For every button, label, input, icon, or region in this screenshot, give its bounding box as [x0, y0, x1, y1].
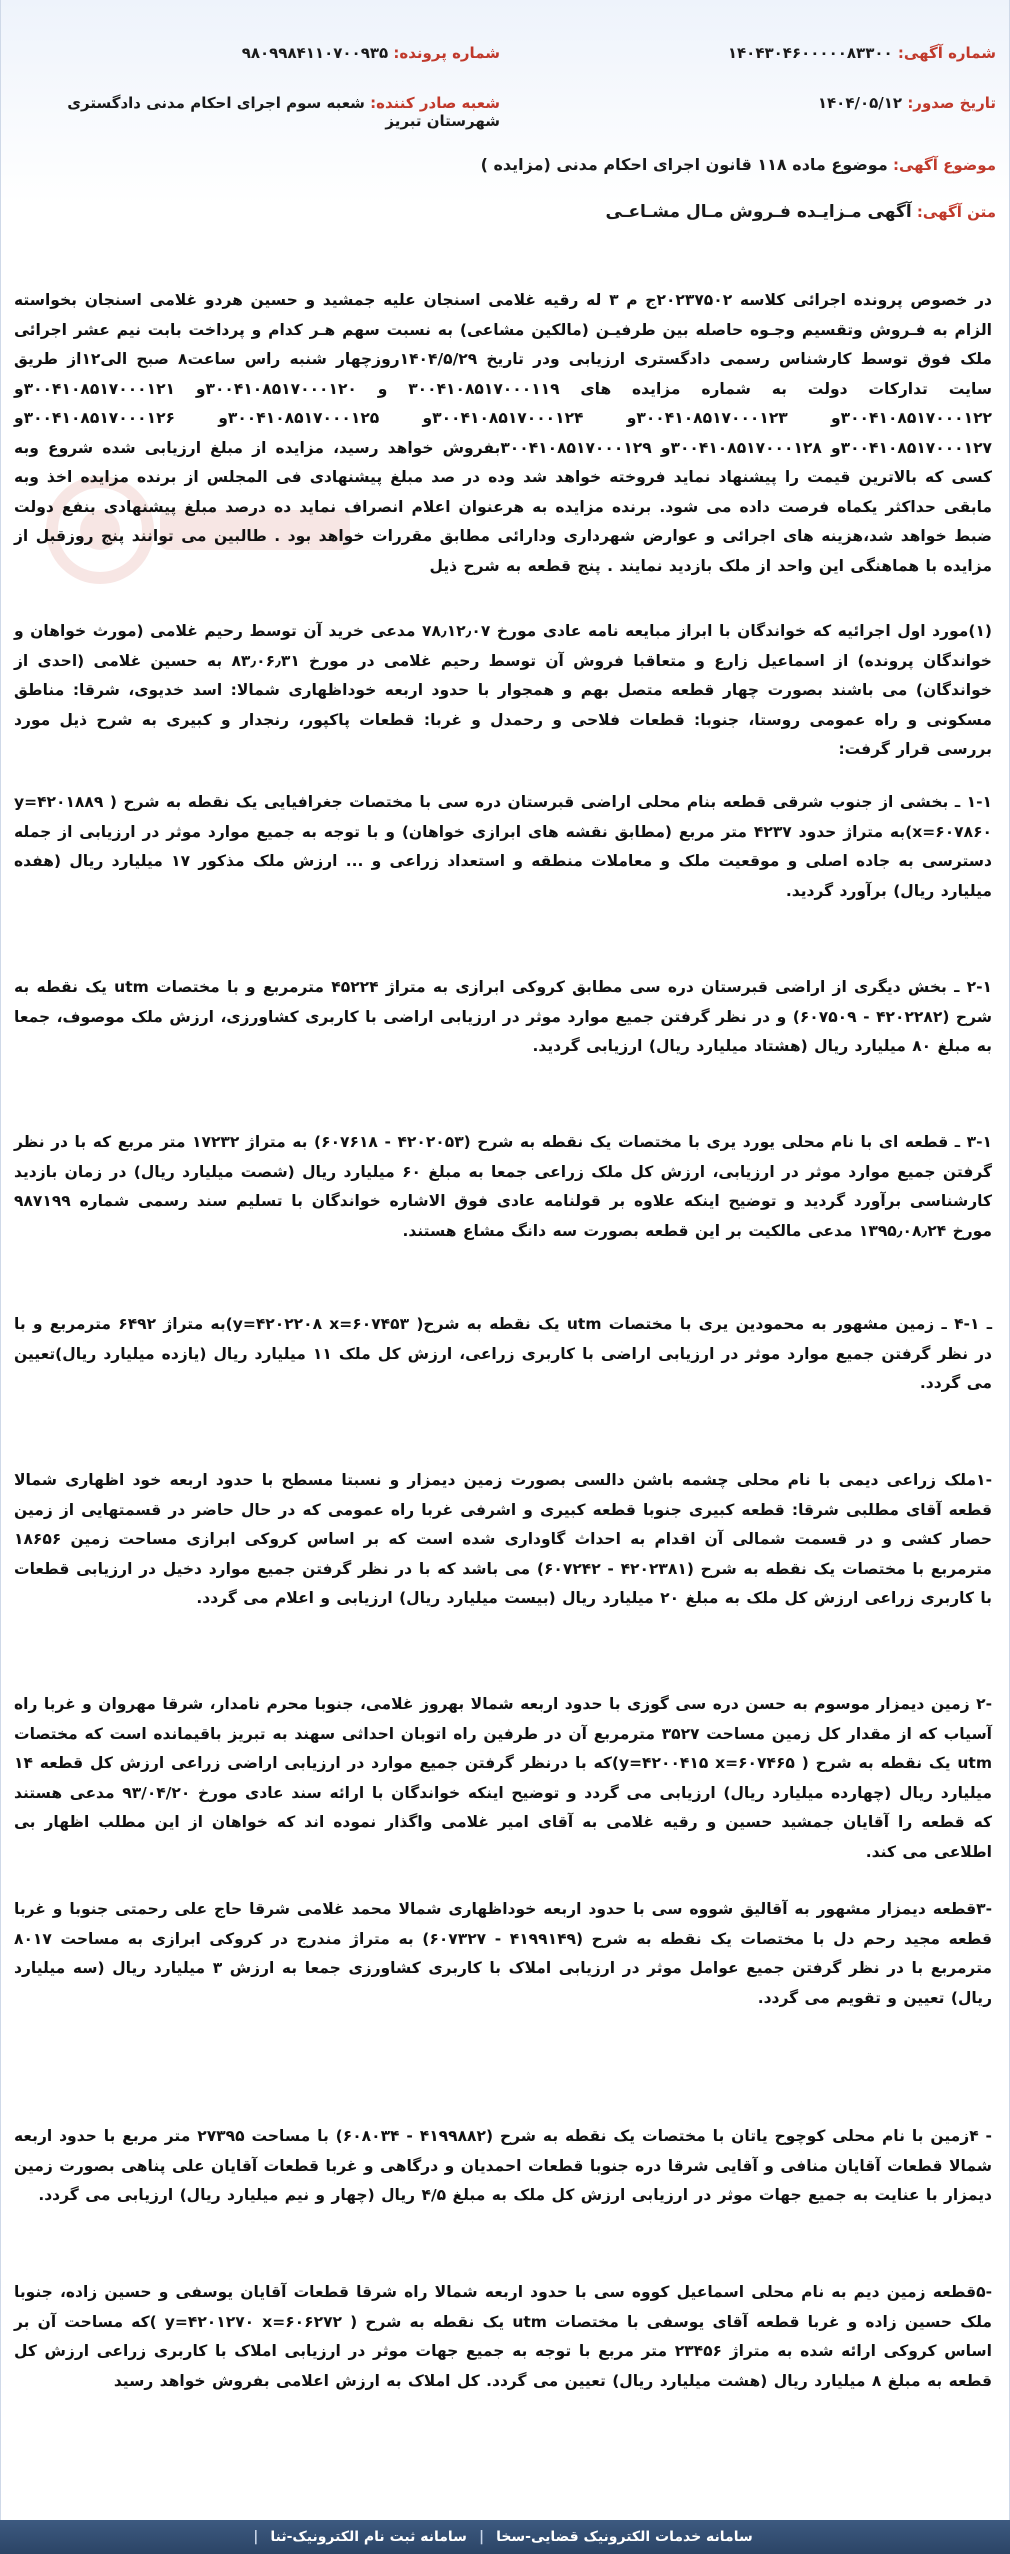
- case-number: [242, 44, 500, 62]
- text-label: متن آگهی:: [916, 203, 996, 221]
- section-1-1: ۱-۱ ـ بخشی از جنوب شرقی قطعه بنام محلی اراضی قبرستان دره سی با مختصات جغرافیایی یک نقطه به شرح ( y=۴۲۰۱۸۸۹ x=۶۰۷۸۶۰)به متراژ حدود ۴۲۳۷ متر مربع (مطابق نقشه های ابرازی خواهان) و با توجه به جمیع موارد موثر در ارزیابی از جمله دسترسی به جاده اصلی و موقعیت ملک و معاملات منطقه و استعداد زراعی و ... ارزش ملک مذکور ۱۷ میلیارد ریال (هفده میلیارد ریال) برآورد گردید.: [14, 793, 992, 900]
- parcel-3-paragraph: -۳قطعه دیمزار مشهور به آقالیق شووه سی با حدود اربعه خوداظهاری شمالا محمد غلامی شرقا حاج علی رحمتی جنوبا و غربا قطعه مجید رحم دل با مختصات یک نقطه به شرح (۴۱۹۹۱۴۹ - ۶۰۷۳۲۷) به متراژ مندرج در کروکی ابرازی به مساحت ۸۰۱۷ مترمربع با در نظر گرفتن جمیع عوامل موثر در ارزیابی املاک با کاربری کشاورزی جمعا به ارزش ۳ میلیارد ریال (سه میلیارد ریال) تعیین و تقویم می گردد.: [14, 1900, 992, 2007]
- parcel-4-paragraph: - ۴زمین با نام محلی کوچوح یاتان با مختصات یک نقطه به شرح (۴۱۹۹۸۸۲ - ۶۰۸۰۳۴) با مساحت ۲۷۳۹۵ متر مربع با حدود اربعه شمالا قطعات آقایان منافی و آقایی شرقا دره جنوبا قطعات احمدیان و درگاهی و غربا قطعات آقایان علی پناهی بصورت زمین دیمزار با عنایت به جمیع جهات موثر در ارزیابی ارزش کل ملک به مبلغ ۴/۵ ریال (چهار و نیم میلیارد ریال) ارزیابی می گردد.: [14, 2127, 992, 2204]
- subject: [481, 155, 996, 174]
- footer-link-sana[interactable]: سامانه ثبت نام الکترونیک-ثنا: [270, 2529, 467, 2545]
- text-title-value: آگهی مـزایـده فـروش مـال مشـاعـی: [605, 202, 912, 222]
- parcel-5-paragraph: -۵قطعه زمین دیم به نام محلی اسماعیل کووه سی با حدود اربعه شمالا راه شرقا قطعات آقایان یوسفی و حسین زاده، جنوبا ملک حسین زاده و غربا قطعه آقای یوسفی با مختصات utm یک نقطه به شرح ( y=۴۲۰۱۲۷۰ x=۶۰۶۲۷۲ )که مساحت آن بر اساس کروکی ارائه شده به متراژ ۲۳۴۵۶ متر مربع با توجه به جمیع جهات موثر در ارزیابی املاک با کاربری زراعی ارزش کل قطعه به مبلغ ۸ میلیارد ریال (هشت میلیارد ریال) تعیین می گردد. کل املاک به ارزش اعلامی بفروش خواهد رسید: [14, 2283, 992, 2390]
- footer-separator: |: [478, 2529, 485, 2545]
- case-number-label: شماره پرونده:: [393, 44, 500, 62]
- issue-date: [818, 94, 996, 112]
- intro-paragraph: در خصوص پرونده اجرائی کلاسه ۲۰۲۳۷۵۰۲ج م ۳ له رقیه غلامی اسنجان علیه جمشید و حسین هردو غلامی اسنجان بخواسته الزام به فـروش وتقسیم وجـوه حاصله بین طرفیـن (مالکین مشاعی) به نسبت سهم هـر کدام و پرداخت بابت نیم عشر اجرائی ملک فوق توسط کارشناس رسمی دادگستری ارزیابی ودر تاریخ ۱۴۰۴/۵/۲۹روزچهار شنبه راس ساعت۸ صبح الی۱۲از طریق سایت تدارکات دولت به شماره مزایده های ۳۰۰۴۱۰۸۵۱۷۰۰۰۱۱۹ و ۳۰۰۴۱۰۸۵۱۷۰۰۰۱۲۰و ۳۰۰۴۱۰۸۵۱۷۰۰۰۱۲۱و ۳۰۰۴۱۰۸۵۱۷۰۰۰۱۲۲و ۳۰۰۴۱۰۸۵۱۷۰۰۰۱۲۳و ۳۰۰۴۱۰۸۵۱۷۰۰۰۱۲۴و ۳۰۰۴۱۰۸۵۱۷۰۰۰۱۲۵و ۳۰۰۴۱۰۸۵۱۷۰۰۰۱۲۶و ۳۰۰۴۱۰۸۵۱۷۰۰۰۱۲۷و ۳۰۰۴۱۰۸۵۱۷۰۰۰۱۲۸و ۳۰۰۴۱۰۸۵۱۷۰۰۰۱۲۹بفروش خواهد رسید، مزایده از مبلغ ارزیابی شده شروع وبه کسی که بالاترین قیمت را پیشنهاد نماید فروخته خواهد شد وده در صد مبلغ پیشنهادی فی المجلس از برنده مزایده اخذ وبه مابقی حداکثر یکماه فرصت داده می شود. برنده مزایده به هرعنوان اعلام انصراف نماید ده درصد مبلغ پیشنهادی بنفع دولت ضبط خواهد شد،هزینه های اجرائی و عوارض شهرداری ودارائی مطابق مقررات خواهد بود . طالبین می توانند پنج روزقبل از مزایده با هماهنگی این واحد از ملک بازدید نمایند . پنج قطعه به شرح ذیل: [14, 291, 993, 575]
- ad-number: [728, 44, 996, 62]
- issue-date-label: تاریخ صدور:: [907, 94, 996, 112]
- section-1-3: ۳-۱ ـ قطعه ای با نام محلی یورد یری با مختصات یک نقطه به شرح (۴۲۰۲۰۵۳ - ۶۰۷۶۱۸) به متراژ ۱۷۲۳۲ متر مربع که با در نظر گرفتن جمیع موارد موثر در ارزیابی، ارزش کل ملک زراعی جمعا به مبلغ ۶۰ میلیارد ریال (شصت میلیارد ریال) در زمان بازدید کارشناسی برآورد گردید و توضیح اینکه علاوه بر قولنامه عادی فوق الاشاره خواندگان با تسلیم سند رسمی شماره ۹۸۷۱۹۹ مورخ ۱۳۹۵٫۰۸٫۲۴ مدعی مالکیت بر این قطعه بصورت سه دانگ مشاع هستند.: [14, 1133, 993, 1240]
- parcel-2-paragraph: -۲ زمین دیمزار موسوم به حسن دره سی گوزی با حدود اربعه شمالا بهروز غلامی، جنوبا محرم نامدار، شرقا مهروان و غربا راه آسیاب که از مقدار کل زمین مساحت ۳۵۲۷ مترمربع آن در طرفین راه اتوبان احداثی سهند به تبریز باقیمانده است که مختصات utm یک نقطه به شرح ( y=۴۲۰۰۴۱۵ x=۶۰۷۴۶۵)که با درنظر گرفتن جمیع موارد در ارزیابی اراضی زراعی ارزش کل قطعه ۱۴ میلیارد ریال (چهارده میلیارد ریال) ارزیابی می گردد و توضیح اینکه خواندگان با ارائه سند عادی مورخ ۹۳/۰۴/۲۰ مدعی هستند که قطعه را آقایان جمشید حسین و رقیه غلامی به آقای امیر غلامی واگذار نموده اند که خواهان از این مطلب اظهار بی اطلاعی می کند.: [14, 1695, 992, 1861]
- issuer-value: شعبه سوم اجرای احکام مدنی دادگستری شهرستان تبریز: [67, 94, 500, 130]
- subject-label: موضوع آگهی:: [892, 156, 996, 174]
- footer-separator-end: |: [253, 2529, 259, 2545]
- section-1-4: ـ ۱-۴ ـ زمین مشهور به محمودین یری با مختصات utm یک نقطه به شرح( y=۴۲۰۲۲۰۸ x=۶۰۷۴۵۳)به متراژ ۶۴۹۲ مترمربع و با در نظر گرفتن جمیع موارد موثر در ارزیابی اراضی با کاربری زراعی، ارزش کل ملک ۱۱ میلیارد ریال (یازده میلیارد ریال)تعیین می گردد.: [14, 1315, 992, 1392]
- footer-link-sakha[interactable]: سامانه خدمات الکترونیک قضایی-سخا: [496, 2529, 753, 2545]
- footer-bar: [0, 2520, 1010, 2554]
- issuer: [0, 94, 500, 130]
- ad-number-label: شماره آگهی:: [897, 44, 996, 62]
- parcel-1-paragraph: -۱ملک زراعی دیمی با نام محلی چشمه باشن دالسی بصورت زمین دیمزار و نسبتا مسطح با حدود اربعه خود اظهاری شمالا قطعه آقای مطلبی شرقا: قطعه کبیری جنوبا قطعه کبیری و اشرفی غربا راه عمومی که در حال حاضر در قسمتهایی از زمین حصار کشی و در قسمت شمالی آن اقدام به احداث گاوداری شده است که بر اساس کروکی ابرازی مساحت زمین ۱۸۶۵۶ مترمربع با مختصات یک نقطه به شرح (۴۲۰۲۳۸۱ - ۶۰۷۲۴۲) می باشد که با در نظر گرفتن جمیع موارد دخیل در ارزیابی قطعات با کاربری زراعی ارزش کل ملک به مبلغ ۲۰ میلیارد ریال (بیست میلیارد ریال) ارزیابی و اعلام می گردد.: [14, 1471, 992, 1607]
- ad-number-value: ۱۴۰۴۳۰۴۶۰۰۰۰۰۸۳۳۰۰: [727, 44, 893, 62]
- section-1-2: ۲-۱ ـ بخش دیگری از اراضی قبرستان دره سی مطابق کروکی ابرازی به متراژ ۴۵۲۲۴ مترمربع و با مختصات utm یک نقطه به شرح (۴۲۰۲۲۸۲ - ۶۰۷۵۰۹) و در نظر گرفتن جمیع موارد موثر در ارزیابی اراضی با کاربری کشاورزی، ارزش ملک موصوف، جمعا به مبلغ ۸۰ میلیارد ریال (هشتاد میلیارد ریال) ارزیابی گردید.: [14, 978, 992, 1055]
- item-1-paragraph: (۱)مورد اول اجرائیه که خواندگان با ابراز مبایعه نامه عادی مورخ ۷۸٫۱۲٫۰۷ مدعی خرید آن توسط رحیم غلامی (مورث خواهان و خواندگان پرونده) از اسماعیل زارع و متعاقبا فروش آن توسط رحیم غلامی در مورخ ۸۳٫۰۶٫۳۱ به حسین غلامی (احدی از خواندگان) می باشند بصورت چهار قطعه متصل بهم و همجوار با حدود اربعه خوداظهاری شمالا: اسد خدیوی، شرقا: مناطق مسکونی و راه عمومی روستا، جنوبا: قطعات فلاحی و رحمدل و غربا: قطعات پاکپور، رنجدار و کبیری به شرح ذیل مورد بررسی قرار گرفت:: [14, 622, 992, 758]
- text-title: [605, 202, 996, 222]
- issuer-label: شعبه صادر کننده:: [370, 94, 500, 112]
- subject-value: موضوع ماده ۱۱۸ قانون اجرای احکام مدنی (مزایده ): [480, 155, 888, 174]
- issue-date-value: ۱۴۰۴/۰۵/۱۲: [817, 94, 903, 112]
- case-number-value: ۹۸۰۹۹۸۴۱۱۰۷۰۰۹۳۵: [241, 44, 389, 62]
